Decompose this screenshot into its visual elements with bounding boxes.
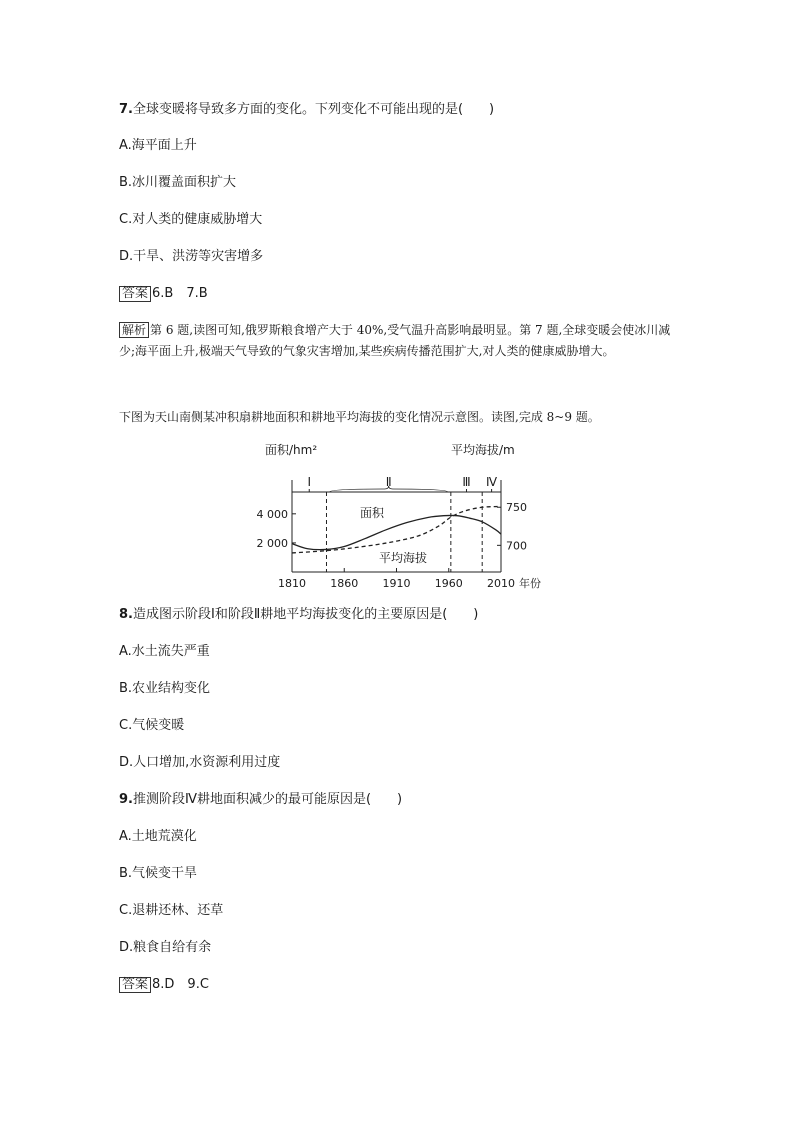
question-7-stem: 7.全球变暖将导致多方面的变化。下列变化不可能出现的是( ) (119, 102, 495, 117)
stage-label: Ⅱ (385, 475, 392, 489)
left-axis-label: 面积/hm² (265, 443, 318, 457)
answer-tag: 答案 (119, 286, 151, 302)
series-label-elevation: 平均海拔 (379, 551, 428, 565)
stage-label: Ⅰ (307, 475, 312, 489)
right-tick-label: 750 (506, 501, 527, 515)
stage-brace (329, 486, 388, 492)
question-9-option-a: A.土地荒漠化 (119, 829, 197, 844)
analysis-block (119, 320, 679, 362)
x-tick-label: 1810 (278, 577, 306, 590)
stage-labels (307, 475, 497, 492)
x-tick-label: 1860 (330, 577, 359, 590)
chart-series (292, 506, 501, 552)
x-tick-label: 1910 (382, 577, 411, 590)
answer-text: 8.D 9.C (152, 977, 209, 992)
stage-label: Ⅳ (486, 475, 498, 489)
x-tick-label: 2010 (487, 577, 515, 590)
area-elevation-chart (255, 440, 555, 592)
question-9-option-c: C.退耕还林、还草 (119, 903, 224, 918)
question-9-option-b: B.气候变干旱 (119, 866, 198, 881)
question-8-option-b: B.农业结构变化 (119, 681, 211, 696)
x-axis-suffix: 年份 (519, 577, 541, 590)
question-9-stem: 9.推测阶段Ⅳ耕地面积减少的最可能原因是( ) (119, 792, 403, 807)
question-7-option-a: A.海平面上升 (119, 138, 197, 153)
left-tick-label: 2 000 (256, 536, 288, 550)
analysis-tag: 解析 (119, 322, 149, 338)
elevation-series-line (292, 506, 501, 552)
stage-brace (389, 486, 448, 492)
answer-tag: 答案 (119, 977, 151, 993)
question-8-option-d: D.人口增加,水资源利用过度 (119, 755, 281, 770)
area-series-line (292, 515, 501, 549)
question-8-option-c: C.气候变暖 (119, 718, 185, 733)
answer-block-6-7 (119, 286, 208, 302)
answer-text: 6.B 7.B (152, 286, 208, 301)
x-tick-label: 1960 (434, 577, 463, 590)
question-7-option-c: C.对人类的健康威胁增大 (119, 212, 263, 227)
answer-block-8-9 (119, 977, 209, 993)
chart-intro: 下图为天山南侧某冲积扇耕地面积和耕地平均海拔的变化情况示意图。读图,完成 8~9 题。 (119, 410, 600, 424)
right-tick-label: 700 (506, 539, 527, 553)
stage-label: Ⅲ (462, 475, 471, 489)
question-8-stem: 8.造成图示阶段Ⅰ和阶段Ⅱ耕地平均海拔变化的主要原因是( ) (119, 607, 479, 622)
series-label-area: 面积 (360, 506, 385, 520)
left-tick-label: 4 000 (256, 507, 288, 521)
question-7-option-b: B.冰川覆盖面积扩大 (119, 175, 237, 190)
question-8-option-a: A.水土流失严重 (119, 644, 210, 659)
analysis-text: 第 6 题,读图可知,俄罗斯粮食增产大于 40%,受气温升高影响最明显。第 7 题,全球变暖会使冰川减少;海平面上升,极端天气导致的气象灾害增加,某些疾病传播范围扩大,对人类的健康威胁增大。 (119, 323, 671, 358)
question-7-option-d: D.干旱、洪涝等灾害增多 (119, 249, 264, 264)
question-9-option-d: D.粮食自给有余 (119, 940, 212, 955)
right-axis-label: 平均海拔/m (451, 443, 515, 457)
